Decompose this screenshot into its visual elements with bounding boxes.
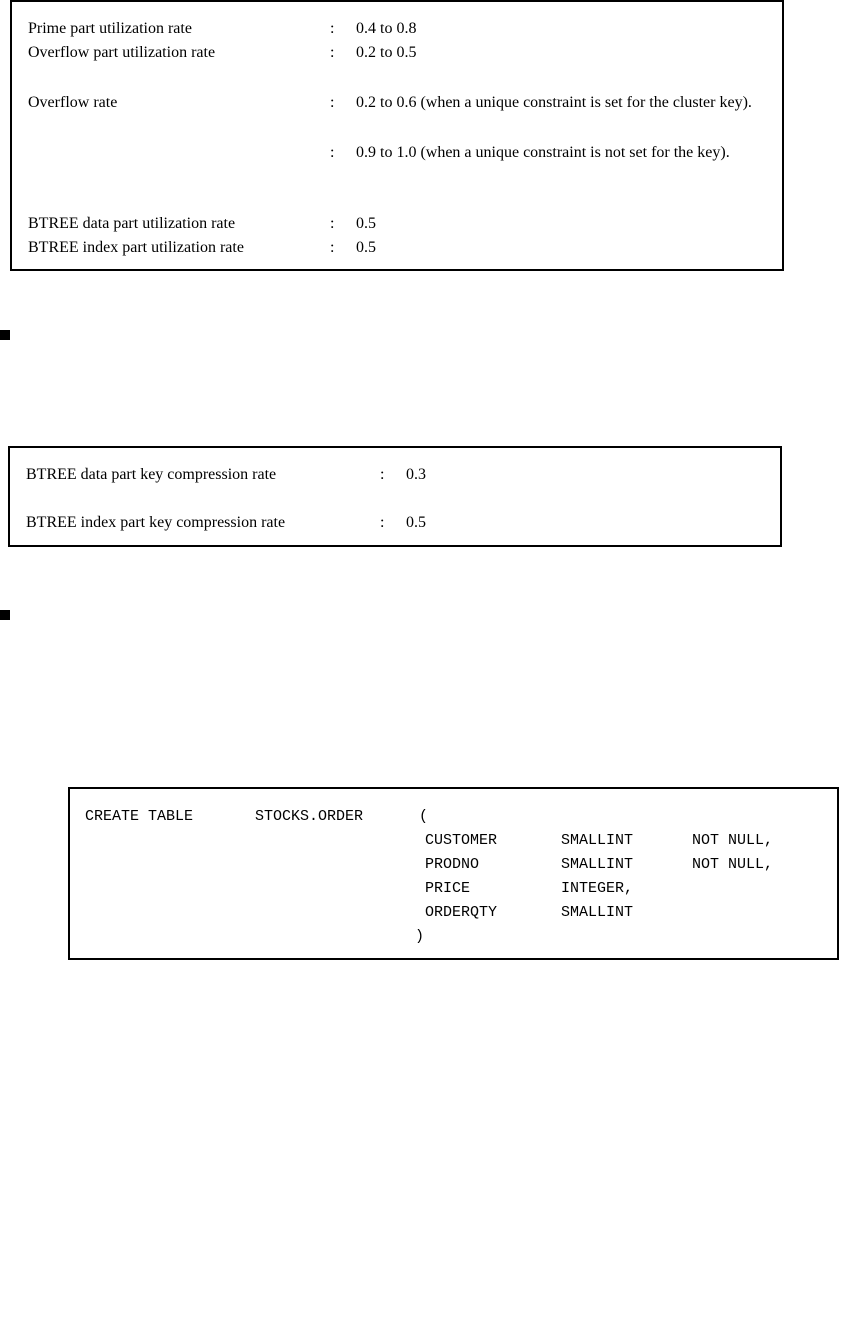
sql-code-block [85,805,825,955]
row-colon: : [330,215,335,232]
row-value: 0.9 to 1.0 (when a unique constraint is not set for the key). [356,144,730,161]
sql-column-name: ORDERQTY [425,904,498,921]
row-colon: : [380,466,385,483]
create-table-sql-box [68,787,839,960]
sql-column-name: CUSTOMER [425,832,498,849]
row-value: 0.2 to 0.5 [356,44,417,61]
row-label: Overflow rate [28,94,118,111]
sql-column-name: PRICE [425,880,471,897]
row-value: 0.4 to 0.8 [356,20,417,37]
row-colon: : [330,144,335,161]
row-label: Prime part utilization rate [28,20,192,37]
row-colon: : [330,20,335,37]
row-value: 0.5 [356,239,376,256]
sql-column-type: SMALLINT [561,904,634,921]
section-bullet-icon [0,610,10,620]
row-value: 0.2 to 0.6 (when a unique constraint is set for the cluster key). [356,94,752,111]
row-colon: : [380,514,385,531]
row-label: BTREE data part utilization rate [28,215,236,232]
section-bullet-icon [0,330,10,340]
row-value: 0.5 [356,215,376,232]
row-colon: : [330,239,335,256]
row-label: BTREE index part utilization rate [28,239,244,256]
utilization-rate-box [10,0,784,271]
row-colon: : [330,44,335,61]
row-label: BTREE index part key compression rate [26,514,286,531]
sql-open-paren: ( [419,808,429,825]
row-value: 0.5 [406,514,426,531]
sql-close-paren: ) [415,928,425,945]
sql-column-name: PRODNO [425,856,480,873]
row-label: Overflow part utilization rate [28,44,216,61]
row-value: 0.3 [406,466,426,483]
sql-table-name: STOCKS.ORDER [255,808,364,825]
sql-column-type: SMALLINT [561,832,634,849]
sql-column-constraint: NOT NULL, [692,832,774,849]
sql-column-constraint: NOT NULL, [692,856,774,873]
sql-create-keyword: CREATE TABLE [85,808,194,825]
key-compression-box [8,446,782,547]
sql-column-type: SMALLINT [561,856,634,873]
row-label: BTREE data part key compression rate [26,466,277,483]
sql-column-type: INTEGER, [561,880,634,897]
row-colon: : [330,94,335,111]
